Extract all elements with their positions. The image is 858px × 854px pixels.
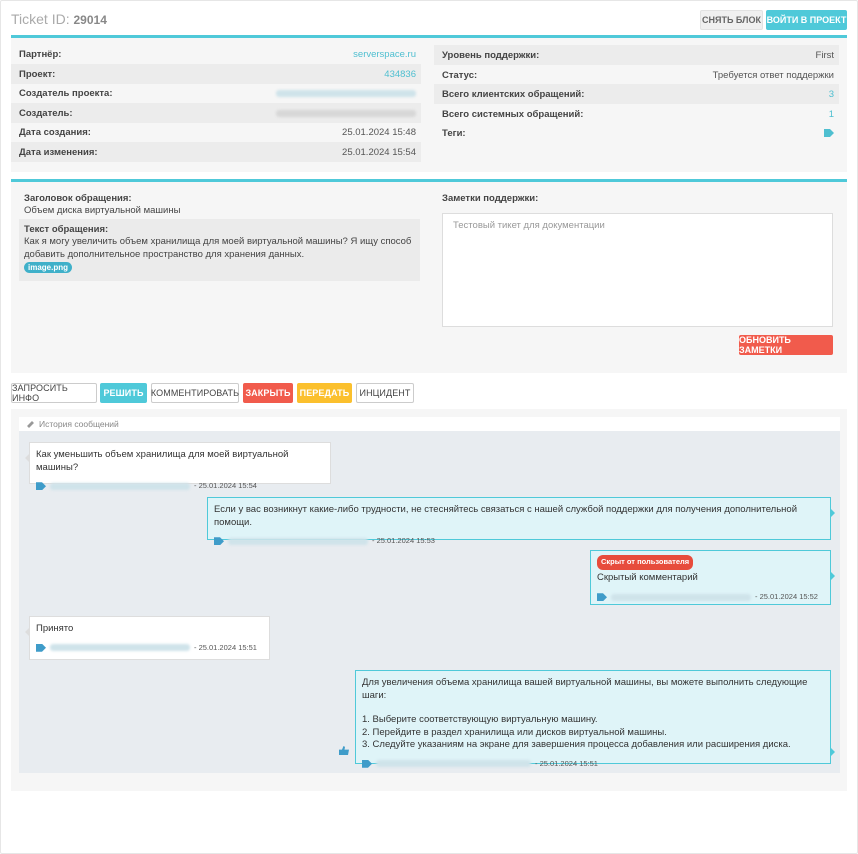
message-text: Для увеличения объема хранилища вашей виртуальной машины, вы можете выполнить следующие шаги: (362, 677, 808, 701)
tag-icon (214, 537, 224, 545)
redacted-email (276, 110, 416, 117)
message-text: 3. Следуйте указаниям на экране для завершения процесса добавления или расширения диска. (362, 739, 791, 750)
project-link[interactable]: 434836 (384, 68, 416, 80)
message-hidden (590, 550, 831, 605)
message-time: - 25.01.2024 15:51 (535, 758, 598, 768)
history-title: История сообщений (39, 419, 119, 429)
text-label: Текст обращения: (24, 224, 109, 235)
system-requests-link[interactable]: 1 (828, 108, 834, 120)
tag-icon[interactable] (824, 129, 834, 137)
incident-button[interactable]: ИНЦИДЕНТ (356, 383, 414, 403)
message-support (207, 497, 831, 545)
page-title: Ticket ID: 29014 (11, 11, 107, 27)
message-client (29, 616, 270, 660)
tag-icon (597, 593, 607, 601)
resolve-button[interactable]: РЕШИТЬ (100, 383, 147, 403)
message-text: Скрытый комментарий (597, 571, 698, 583)
thumbs-up-icon[interactable] (339, 746, 349, 755)
message-text: Если у вас возникнут какие-либо трудности, не стесняйтесь связаться с нашей службой поддержки для получения дополнительной помощи. (214, 504, 798, 528)
request-text-box (19, 219, 420, 281)
request-info-button[interactable]: ЗАПРОСИТЬ ИНФО (11, 383, 97, 403)
info-row-creator: Создатель: (11, 103, 421, 123)
message-time: - 25.01.2024 15:52 (755, 592, 818, 601)
redacted-email (50, 644, 190, 651)
info-row-client-requests: Всего клиентских обращений: 3 (434, 84, 839, 104)
client-requests-link[interactable]: 3 (828, 88, 834, 100)
tag-icon (362, 760, 372, 768)
hidden-badge: Скрыт от пользователя (597, 555, 693, 570)
message-text: 2. Перейдите в раздел хранилища или дисков виртуальной машины. (362, 726, 667, 738)
pencil-icon (27, 421, 34, 428)
subject-label: Заголовок обращения: (24, 193, 132, 204)
request-text: Как я могу увеличить объем хранилища для моей виртуальной машины? Я ищу способ добавить дополнительное пространство для хранения данных. (24, 236, 412, 260)
message-text: Как уменьшить объем хранилища для моей виртуальной машины? (36, 449, 289, 473)
info-row-partner: Партнёр: serverspace.ru (19, 48, 416, 60)
message-time: - 25.01.2024 15:51 (194, 642, 257, 652)
history-header (19, 417, 840, 431)
message-client (29, 442, 331, 490)
info-row-system-requests: Всего системных обращений: 1 (442, 108, 834, 120)
info-row-project-creator: Создатель проекта: (11, 83, 421, 103)
message-text: Принято (36, 623, 74, 634)
info-row-support-level: Уровень поддержки: First (434, 45, 839, 65)
message-text: 1. Выберите соответствующую виртуальную машину. (362, 714, 598, 725)
redacted-email (50, 483, 190, 490)
ticket-info-panel (11, 35, 847, 172)
tag-icon (36, 482, 46, 490)
subject-value: Объем диска виртуальной машины (24, 205, 181, 216)
redacted-email (376, 760, 531, 767)
message-history-panel (11, 409, 847, 791)
info-row-project: Проект: 434836 (11, 64, 421, 84)
close-button[interactable]: ЗАКРЫТЬ (243, 383, 293, 403)
info-row-created: Дата создания: 25.01.2024 15:48 (19, 126, 416, 138)
update-notes-button[interactable]: ОБНОВИТЬ ЗАМЕТКИ (739, 335, 833, 355)
attachment-chip[interactable]: image.png (24, 262, 72, 273)
history-area (19, 431, 840, 773)
message-time: - 25.01.2024 15:54 (194, 481, 257, 490)
info-row-status: Статус: Требуется ответ поддержки (442, 69, 834, 81)
unblock-button[interactable]: СНЯТЬ БЛОК (700, 10, 763, 30)
info-row-modified: Дата изменения: 25.01.2024 15:54 (11, 142, 421, 162)
partner-link[interactable]: serverspace.ru (353, 48, 416, 60)
notes-textarea[interactable]: Тестовый тикет для документации (442, 213, 833, 327)
message-time: - 25.01.2024 15:53 (372, 536, 435, 545)
info-row-tags: Теги: (434, 123, 839, 143)
enter-project-button[interactable]: ВОЙТИ В ПРОЕКТ (766, 10, 847, 30)
ticket-id: 29014 (73, 13, 107, 27)
request-panel (11, 179, 847, 373)
redacted-email[interactable] (276, 90, 416, 97)
transfer-button[interactable]: ПЕРЕДАТЬ (297, 383, 352, 403)
notes-label: Заметки поддержки: (442, 193, 539, 204)
comment-button[interactable]: КОММЕНТИРОВАТЬ (151, 383, 239, 403)
redacted-email (611, 594, 751, 601)
tag-icon (36, 644, 46, 652)
message-support (355, 670, 831, 768)
redacted-email (228, 538, 368, 545)
